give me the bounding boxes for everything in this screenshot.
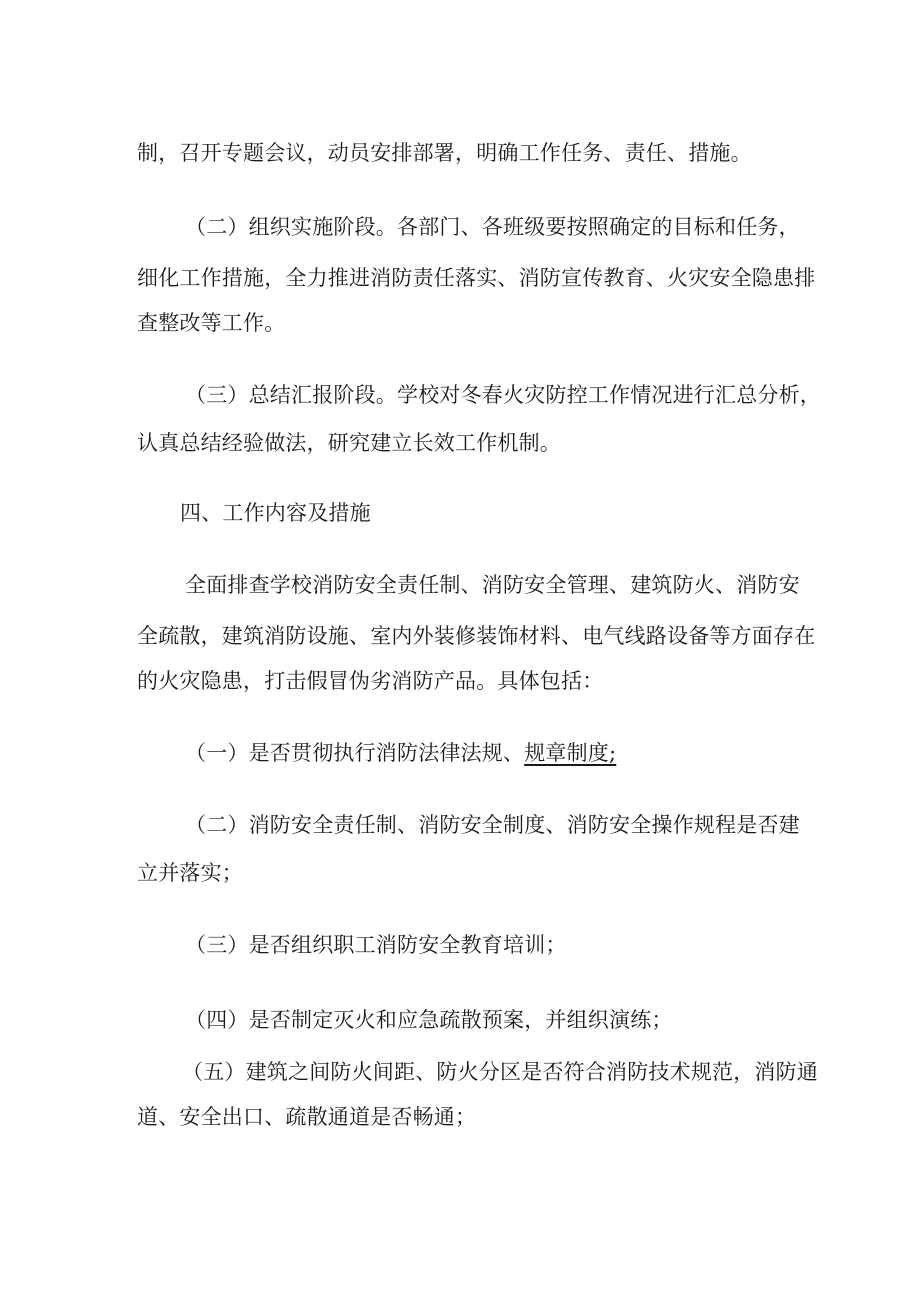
paragraph-line: 认真总结经验做法，研究建立长效工作机制。: [137, 431, 561, 455]
section-heading: 四、工作内容及措施: [180, 501, 371, 525]
list-item-line: 道、安全出口、疏散通道是否畅通；: [137, 1105, 477, 1129]
paragraph-line: 制，召开专题会议，动员安排部署，明确工作任务、责任、措施。: [137, 141, 752, 165]
paragraph-line: （三）总结汇报阶段。学校对冬春火灾防控工作情况进行汇总分析，: [185, 383, 821, 407]
paragraph-line: （二）组织实施阶段。各部门、各班级要按照确定的目标和任务，: [185, 215, 800, 239]
paragraph-line: 细化工作措施，全力推进消防责任落实、消防宣传教育、火灾安全隐患排: [137, 266, 816, 290]
list-item: （三）是否组织职工消防安全教育培训；: [185, 933, 567, 957]
paragraph-line: 查整改等工作。: [137, 311, 286, 335]
list-item-line: （五）建筑之间防火间距、防火分区是否符合消防技术规范，消防通: [182, 1060, 818, 1084]
list-item-line: 立并落实；: [137, 861, 243, 885]
list-item: （四）是否制定灭火和应急疏散预案，并组织演练；: [185, 1008, 673, 1032]
underlined-text: 规章制度;: [524, 741, 617, 765]
paragraph-line: 全疏散，建筑消防设施、室内外装修装饰材料、电气线路设备等方面存在: [137, 624, 816, 648]
paragraph-line: 的火灾隐患，打击假冒伪劣消防产品。具体包括：: [137, 669, 604, 693]
paragraph-line: 全面排查学校消防安全责任制、消防安全管理、建筑防火、消防安: [185, 573, 800, 597]
list-item-line: （二）消防安全责任制、消防安全制度、消防安全操作规程是否建: [185, 813, 800, 837]
list-item: [185, 738, 835, 768]
list-item-text: （一）是否贯彻执行消防法律法规、: [185, 741, 525, 765]
